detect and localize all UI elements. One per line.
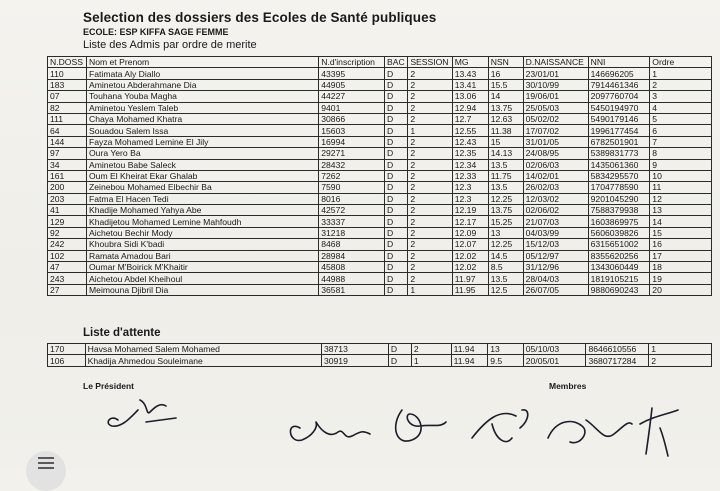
table-cell: 12.02 xyxy=(452,262,488,273)
table-cell: 13.41 xyxy=(452,79,488,90)
table-cell: 102 xyxy=(48,250,87,261)
table-cell: Havsa Mohamed Salem Mohamed xyxy=(85,344,321,355)
table-cell: 170 xyxy=(48,344,86,355)
table-cell: D xyxy=(385,136,408,147)
table-cell: D xyxy=(385,159,408,170)
table-cell: 2 xyxy=(411,344,451,355)
table-cell: 9201045290 xyxy=(588,193,650,204)
table-cell: Souadou Salem Issa xyxy=(87,125,319,136)
table-cell: 1819105215 xyxy=(588,273,650,284)
table-cell: 14/02/01 xyxy=(523,170,588,181)
table-cell: 1 xyxy=(408,284,452,295)
table-cell: 14 xyxy=(488,91,523,102)
table-cell: 6315651002 xyxy=(588,239,650,250)
table-cell: 8.5 xyxy=(488,262,523,273)
table-cell: 1 xyxy=(408,125,452,136)
table-cell: 13 xyxy=(488,227,523,238)
table-cell: D xyxy=(385,193,408,204)
table-cell: 12.5 xyxy=(488,284,523,295)
table-row xyxy=(48,216,712,227)
table-cell: 2 xyxy=(408,273,452,284)
table-cell: 25/05/03 xyxy=(523,102,588,113)
table-cell: 8646610556 xyxy=(586,344,649,355)
table-cell: 82 xyxy=(48,102,87,113)
table-cell: 17 xyxy=(650,250,712,261)
table-header-row xyxy=(48,57,712,68)
column-header: D.NAISSANCE xyxy=(523,57,588,68)
table-cell: 2 xyxy=(408,193,452,204)
table-cell: Fayza Mohamed Lemine El Jily xyxy=(87,136,319,147)
table-cell: 161 xyxy=(48,170,87,181)
admis-list-title: Liste des Admis par ordre de merite xyxy=(83,39,257,51)
table-row xyxy=(48,355,712,366)
table-cell: 45808 xyxy=(319,262,385,273)
table-cell: 6782501901 xyxy=(588,136,650,147)
table-cell: D xyxy=(385,113,408,124)
table-cell: 1 xyxy=(650,68,712,79)
table-cell: 3680717284 xyxy=(586,355,649,366)
table-cell: 129 xyxy=(48,216,87,227)
table-row xyxy=(48,79,712,90)
table-cell: 16994 xyxy=(319,136,385,147)
column-header: N.d'inscription xyxy=(319,57,385,68)
table-cell: D xyxy=(385,79,408,90)
column-header: BAC xyxy=(385,57,408,68)
table-cell: 21/07/03 xyxy=(523,216,588,227)
table-cell: Aichetou Bechir Mody xyxy=(87,227,319,238)
table-cell: 11 xyxy=(650,182,712,193)
table-cell: 97 xyxy=(48,148,87,159)
table-cell: 15.25 xyxy=(488,216,523,227)
table-cell: 8 xyxy=(650,148,712,159)
table-cell: 183 xyxy=(48,79,87,90)
table-cell: 7914461346 xyxy=(588,79,650,90)
table-cell: Oumar M'Boirick M'Khaitir xyxy=(87,262,319,273)
table-cell: 44227 xyxy=(319,91,385,102)
table-cell: 243 xyxy=(48,273,87,284)
table-cell: Chaya Mohamed Khatra xyxy=(87,113,319,124)
table-cell: 12.35 xyxy=(452,148,488,159)
president-signature xyxy=(108,400,176,426)
table-cell: 144 xyxy=(48,136,87,147)
table-cell: Zeinebou Mohamed Elbechir Ba xyxy=(87,182,319,193)
menu-glyph xyxy=(38,457,54,469)
table-cell: Oum El Kheirat Ekar Ghalab xyxy=(87,170,319,181)
column-header: Nom et Prenom xyxy=(87,57,319,68)
table-cell: 11.94 xyxy=(451,355,488,366)
table-row xyxy=(48,102,712,113)
table-cell: 14.5 xyxy=(488,250,523,261)
table-cell: 1435061360 xyxy=(588,159,650,170)
table-cell: 42572 xyxy=(319,205,385,216)
table-row xyxy=(48,68,712,79)
table-cell: 27 xyxy=(48,284,87,295)
table-cell: 30/10/99 xyxy=(523,79,588,90)
table-cell: 20 xyxy=(650,284,712,295)
table-cell: 36581 xyxy=(319,284,385,295)
table-cell: Khadija Ahmedou Souleimane xyxy=(85,355,321,366)
table-cell: 31/12/96 xyxy=(523,262,588,273)
table-cell: 12.19 xyxy=(452,205,488,216)
table-cell: Fatma El Hacen Tedi xyxy=(87,193,319,204)
table-cell: D xyxy=(385,284,408,295)
table-cell: 28984 xyxy=(319,250,385,261)
table-cell: 12.63 xyxy=(488,113,523,124)
table-row xyxy=(48,262,712,273)
column-header: MG xyxy=(452,57,488,68)
table-cell: 31/01/05 xyxy=(523,136,588,147)
table-cell: 24/08/95 xyxy=(523,148,588,159)
table-row xyxy=(48,170,712,181)
table-row xyxy=(48,136,712,147)
table-cell: 05/02/02 xyxy=(523,113,588,124)
table-cell: 28/04/03 xyxy=(523,273,588,284)
table-cell: 3 xyxy=(650,91,712,102)
table-row xyxy=(48,91,712,102)
table-cell: 13.43 xyxy=(452,68,488,79)
table-cell: 2 xyxy=(408,113,452,124)
table-cell: 12.02 xyxy=(452,250,488,261)
table-cell: 1 xyxy=(411,355,451,366)
table-row xyxy=(48,284,712,295)
table-cell: 12.09 xyxy=(452,227,488,238)
table-cell: 05/10/03 xyxy=(523,344,586,355)
table-cell: 9 xyxy=(650,159,712,170)
table-cell: 2 xyxy=(408,136,452,147)
table-row xyxy=(48,159,712,170)
table-cell: 26/07/05 xyxy=(523,284,588,295)
column-header: N.DOSS xyxy=(48,57,87,68)
table-cell: Meimouna Djibril Dia xyxy=(87,284,319,295)
table-cell: 242 xyxy=(48,239,87,250)
table-cell: 18 xyxy=(650,262,712,273)
table-cell: 6 xyxy=(650,125,712,136)
table-cell: 2 xyxy=(408,262,452,273)
table-cell: Aichetou Abdel Kheihoul xyxy=(87,273,319,284)
table-cell: 13 xyxy=(488,344,524,355)
table-cell: D xyxy=(385,91,408,102)
table-cell: D xyxy=(385,125,408,136)
admis-table xyxy=(47,56,712,296)
table-cell: 28432 xyxy=(319,159,385,170)
table-cell: 1 xyxy=(649,344,712,355)
table-cell: 5834295570 xyxy=(588,170,650,181)
table-cell: 203 xyxy=(48,193,87,204)
table-cell: D xyxy=(385,102,408,113)
table-cell: 2 xyxy=(408,91,452,102)
table-cell: D xyxy=(385,170,408,181)
table-row xyxy=(48,205,712,216)
table-row xyxy=(48,113,712,124)
table-cell: 2 xyxy=(408,250,452,261)
document-title: Selection des dossiers des Ecoles de Santé publiques xyxy=(83,10,437,25)
table-cell: D xyxy=(385,239,408,250)
table-cell: 2 xyxy=(408,170,452,181)
table-cell: 2 xyxy=(408,102,452,113)
table-cell: 30866 xyxy=(319,113,385,124)
table-cell: 9401 xyxy=(319,102,385,113)
table-cell: Aminetou Yeslem Taleb xyxy=(87,102,319,113)
table-cell: D xyxy=(385,273,408,284)
president-label: Le Président xyxy=(83,381,135,391)
table-cell: 2 xyxy=(408,182,452,193)
table-cell: 12.55 xyxy=(452,125,488,136)
member-signature-3 xyxy=(472,410,528,442)
table-cell: 1603869975 xyxy=(588,216,650,227)
table-cell: 2 xyxy=(408,148,452,159)
table-cell: 2 xyxy=(408,205,452,216)
table-cell: 43395 xyxy=(319,68,385,79)
table-row xyxy=(48,182,712,193)
table-cell: 2 xyxy=(408,68,452,79)
table-cell: 11.95 xyxy=(452,284,488,295)
table-cell: 1996177454 xyxy=(588,125,650,136)
table-cell: 13.5 xyxy=(488,159,523,170)
table-cell: 29271 xyxy=(319,148,385,159)
table-cell: 2 xyxy=(649,355,712,366)
table-cell: 64 xyxy=(48,125,87,136)
table-cell: 15 xyxy=(650,227,712,238)
table-cell: D xyxy=(385,205,408,216)
table-cell: D xyxy=(385,227,408,238)
table-cell: 13 xyxy=(650,205,712,216)
table-cell: 92 xyxy=(48,227,87,238)
table-cell: 15603 xyxy=(319,125,385,136)
table-cell: D xyxy=(385,182,408,193)
table-cell: Khadijetou Mohamed Lemine Mahfoudh xyxy=(87,216,319,227)
table-cell: 7590 xyxy=(319,182,385,193)
table-cell: 11.75 xyxy=(488,170,523,181)
member-signature-2 xyxy=(396,410,446,441)
table-cell: 4 xyxy=(650,102,712,113)
table-cell: 20/05/01 xyxy=(523,355,586,366)
table-cell: 15/12/03 xyxy=(523,239,588,250)
table-cell: 12.43 xyxy=(452,136,488,147)
table-cell: 2097760704 xyxy=(588,91,650,102)
table-cell: 13.5 xyxy=(488,273,523,284)
table-cell: 44905 xyxy=(319,79,385,90)
table-cell: Ramata Amadou Bari xyxy=(87,250,319,261)
signatures xyxy=(0,380,720,470)
table-cell: 12.34 xyxy=(452,159,488,170)
table-row xyxy=(48,250,712,261)
table-cell: 38713 xyxy=(321,344,388,355)
table-cell: Touhana Youba Magha xyxy=(87,91,319,102)
table-cell: 12.07 xyxy=(452,239,488,250)
table-cell: 11.94 xyxy=(451,344,488,355)
table-cell: Fatimata Aly Diallo xyxy=(87,68,319,79)
school-subtitle: ECOLE: ESP KIFFA SAGE FEMME xyxy=(83,27,229,37)
table-cell: D xyxy=(385,68,408,79)
table-cell: Oura Yero Ba xyxy=(87,148,319,159)
table-cell: 19/06/01 xyxy=(523,91,588,102)
column-header: Ordre xyxy=(650,57,712,68)
table-cell: 31218 xyxy=(319,227,385,238)
table-cell: 30919 xyxy=(321,355,388,366)
table-cell: 200 xyxy=(48,182,87,193)
table-cell: D xyxy=(385,250,408,261)
table-cell: 17/07/02 xyxy=(523,125,588,136)
member-signature-4 xyxy=(548,420,632,443)
table-cell: 26/02/03 xyxy=(523,182,588,193)
table-cell: D xyxy=(385,216,408,227)
table-row xyxy=(48,193,712,204)
table-cell: 110 xyxy=(48,68,87,79)
table-cell: Aminetou Abderahmane Dia xyxy=(87,79,319,90)
table-cell: 9.5 xyxy=(488,355,524,366)
table-cell: 2 xyxy=(408,159,452,170)
table-row xyxy=(48,344,712,355)
table-cell: 11.38 xyxy=(488,125,523,136)
menu-icon[interactable] xyxy=(26,451,66,491)
table-cell: 10 xyxy=(650,170,712,181)
table-cell: 12 xyxy=(650,193,712,204)
table-cell: 34 xyxy=(48,159,87,170)
table-row xyxy=(48,148,712,159)
table-cell: 2 xyxy=(408,239,452,250)
table-cell: 2 xyxy=(408,216,452,227)
table-cell: 7588379938 xyxy=(588,205,650,216)
table-cell: 15 xyxy=(488,136,523,147)
table-cell: 12.25 xyxy=(488,193,523,204)
table-cell: 07 xyxy=(48,91,87,102)
member-signature-5 xyxy=(640,408,678,456)
table-cell: 8355620256 xyxy=(588,250,650,261)
table-cell: 9880690243 xyxy=(588,284,650,295)
table-cell: 12.94 xyxy=(452,102,488,113)
table-cell: 8468 xyxy=(319,239,385,250)
table-cell: 05/12/97 xyxy=(523,250,588,261)
table-cell: 1343060449 xyxy=(588,262,650,273)
table-cell: 12.25 xyxy=(488,239,523,250)
table-cell: 44988 xyxy=(319,273,385,284)
table-cell: 13.06 xyxy=(452,91,488,102)
table-cell: 16 xyxy=(650,239,712,250)
table-cell: 12.3 xyxy=(452,193,488,204)
table-cell: 5450194970 xyxy=(588,102,650,113)
table-row xyxy=(48,227,712,238)
member-signature-1 xyxy=(290,422,370,440)
table-cell: 13.75 xyxy=(488,102,523,113)
table-cell: 04/03/99 xyxy=(523,227,588,238)
column-header: NNI xyxy=(588,57,650,68)
table-cell: 33337 xyxy=(319,216,385,227)
table-row xyxy=(48,273,712,284)
table-cell: 5490179146 xyxy=(588,113,650,124)
table-cell: D xyxy=(388,344,411,355)
table-cell: 5389831773 xyxy=(588,148,650,159)
table-cell: 5606039826 xyxy=(588,227,650,238)
table-cell: 106 xyxy=(48,355,86,366)
table-cell: 02/06/02 xyxy=(523,205,588,216)
table-cell: 12.7 xyxy=(452,113,488,124)
table-cell: 5 xyxy=(650,113,712,124)
table-cell: 7 xyxy=(650,136,712,147)
table-cell: 111 xyxy=(48,113,87,124)
table-cell: 11.97 xyxy=(452,273,488,284)
members-label: Membres xyxy=(549,381,587,391)
table-row xyxy=(48,125,712,136)
table-cell: 16 xyxy=(488,68,523,79)
table-cell: 2 xyxy=(408,227,452,238)
waiting-list-title: Liste d'attente xyxy=(83,327,161,339)
waiting-list-table xyxy=(47,343,712,367)
table-cell: 12/03/02 xyxy=(523,193,588,204)
table-cell: D xyxy=(385,148,408,159)
table-cell: 47 xyxy=(48,262,87,273)
table-cell: 23/01/01 xyxy=(523,68,588,79)
table-cell: 12.17 xyxy=(452,216,488,227)
table-cell: 12.3 xyxy=(452,182,488,193)
table-cell: 2 xyxy=(408,79,452,90)
table-cell: Khadije Mohamed Yahya Abe xyxy=(87,205,319,216)
table-cell: 15.5 xyxy=(488,79,523,90)
table-cell: 02/06/03 xyxy=(523,159,588,170)
table-cell: 13.5 xyxy=(488,182,523,193)
table-cell: Aminetou Babe Saleck xyxy=(87,159,319,170)
table-cell: 19 xyxy=(650,273,712,284)
table-cell: 7262 xyxy=(319,170,385,181)
table-cell: 13.75 xyxy=(488,205,523,216)
table-cell: 2 xyxy=(650,79,712,90)
table-cell: Khoubra Sidi K'badi xyxy=(87,239,319,250)
table-row xyxy=(48,239,712,250)
table-cell: 41 xyxy=(48,205,87,216)
column-header: SESSION xyxy=(408,57,452,68)
table-cell: D xyxy=(388,355,411,366)
table-cell: 8016 xyxy=(319,193,385,204)
table-cell: D xyxy=(385,262,408,273)
table-cell: 1704778590 xyxy=(588,182,650,193)
table-cell: 14 xyxy=(650,216,712,227)
table-cell: 12.33 xyxy=(452,170,488,181)
table-cell: 14.13 xyxy=(488,148,523,159)
table-cell: 146696205 xyxy=(588,68,650,79)
column-header: NSN xyxy=(488,57,523,68)
